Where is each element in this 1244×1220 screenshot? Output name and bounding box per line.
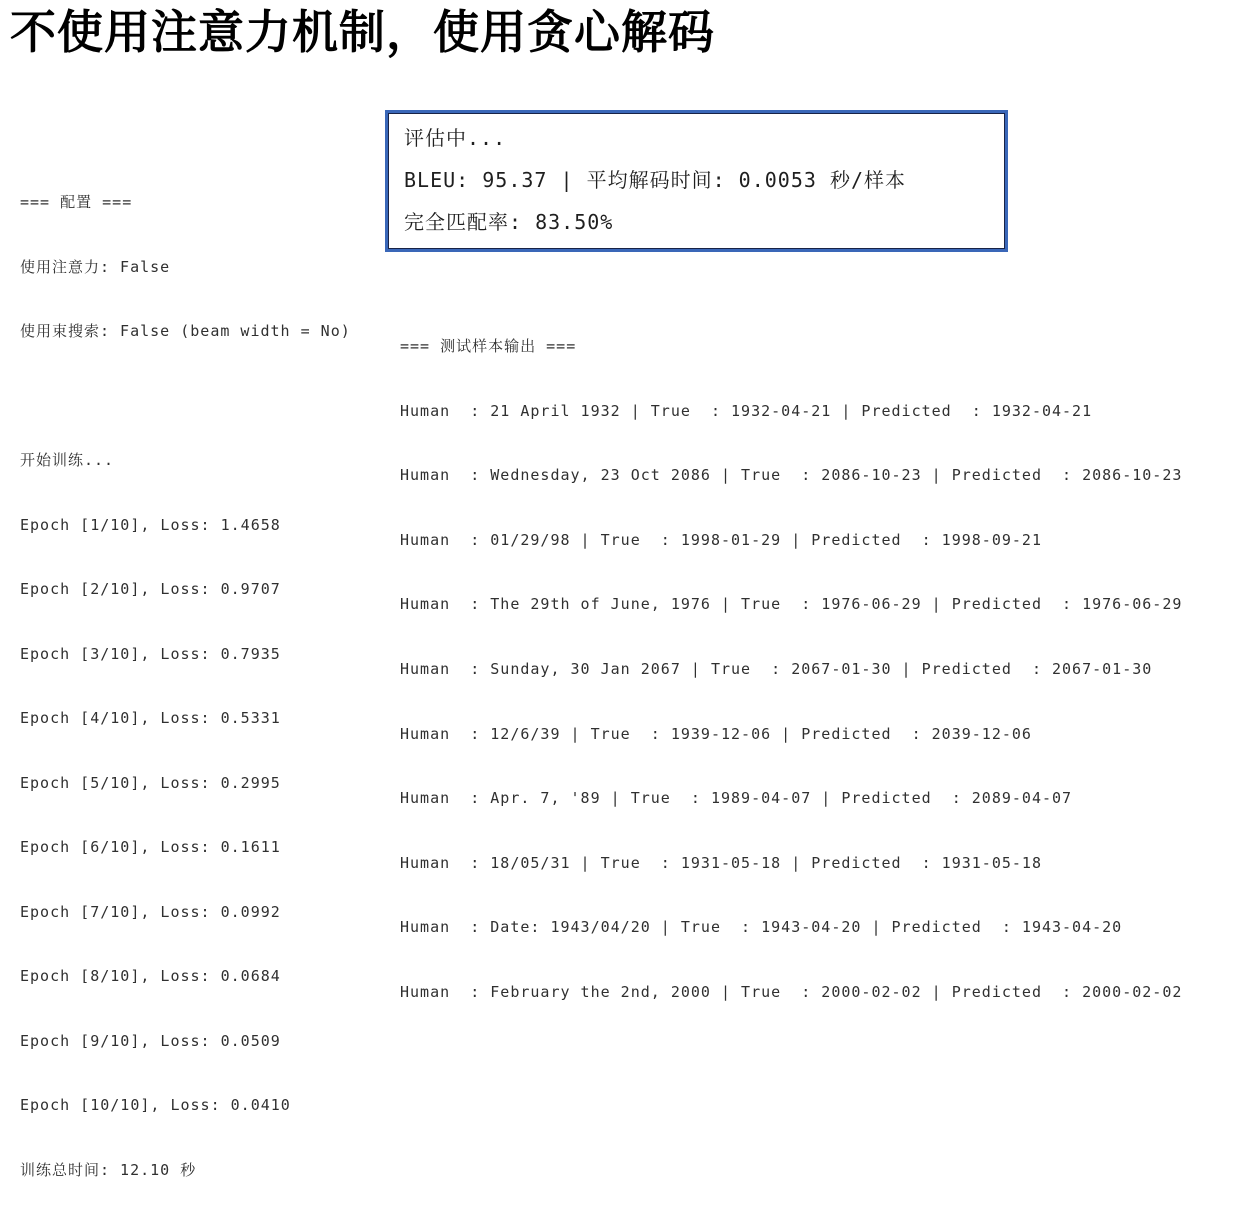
test-output-console — [400, 296, 1182, 1043]
test-sample-row: Human : 18/05/31 | True : 1931-05-18 | Predicted : 1931-05-18 — [400, 853, 1042, 872]
config-beam-search-line: 使用束搜索: False (beam width = No) — [20, 322, 351, 340]
epoch-line: Epoch [4/10], Loss: 0.5331 — [20, 709, 281, 727]
test-sample-row: Human : February the 2nd, 2000 | True : 2000-02-02 | Predicted : 2000-02-02 — [400, 982, 1183, 1001]
training-console — [20, 152, 351, 1220]
epoch-line: Epoch [3/10], Loss: 0.7935 — [20, 644, 281, 663]
epoch-line: Epoch [9/10], Loss: 0.0509 — [20, 1031, 281, 1050]
page-title: 不使用注意力机制，使用贪心解码 — [10, 5, 715, 59]
test-sample-row: Human : 12/6/39 | True : 1939-12-06 | Predicted : 2039-12-06 — [400, 724, 1032, 743]
test-sample-row: Human : Date: 1943/04/20 | True : 1943-04-20 | Predicted : 1943-04-20 — [400, 918, 1123, 937]
evaluation-metrics-line: BLEU: 95.37 | 平均解码时间: 0.0053 秒/样本 — [404, 168, 906, 192]
epoch-line: Epoch [5/10], Loss: 0.2995 — [20, 773, 281, 792]
test-sample-row: Human : 01/29/98 | True : 1998-01-29 | Predicted : 1998-09-21 — [400, 530, 1042, 549]
test-sample-row: Human : Wednesday, 23 Oct 2086 | True : 2086-10-23 | Predicted : 2086-10-23 — [400, 466, 1183, 485]
test-sample-row: Human : The 29th of June, 1976 | True : 1976-06-29 | Predicted : 1976-06-29 — [400, 595, 1183, 614]
test-sample-row: Human : Sunday, 30 Jan 2067 | True : 2067-01-30 | Predicted : 2067-01-30 — [400, 659, 1153, 678]
epoch-line: Epoch [1/10], Loss: 1.4658 — [20, 515, 281, 534]
epoch-line: Epoch [6/10], Loss: 0.1611 — [20, 838, 281, 856]
evaluation-match-line: 完全匹配率: 83.50% — [404, 210, 614, 234]
epoch-line: Epoch [8/10], Loss: 0.0684 — [20, 967, 281, 985]
epoch-line: Epoch [2/10], Loss: 0.9707 — [20, 580, 281, 598]
epoch-line: Epoch [7/10], Loss: 0.0992 — [20, 902, 281, 921]
evaluation-box — [385, 110, 1008, 252]
test-sample-row: Human : Apr. 7, '89 | True : 1989-04-07 | Predicted : 2089-04-07 — [400, 789, 1073, 808]
training-total-time-line: 训练总时间: 12.10 秒 — [20, 1160, 197, 1179]
epoch-line: Epoch [10/10], Loss: 0.0410 — [20, 1096, 291, 1114]
test-sample-row: Human : 21 April 1932 | True : 1932-04-21 | Predicted : 1932-04-21 — [400, 401, 1093, 420]
blank-line — [20, 382, 351, 411]
evaluation-status-line: 评估中... — [404, 126, 507, 150]
config-attention-line: 使用注意力: False — [20, 257, 171, 276]
config-header: === 配置 === — [20, 193, 133, 211]
training-start-line: 开始训练... — [20, 451, 115, 469]
test-output-header: === 测试样本输出 === — [400, 337, 577, 355]
